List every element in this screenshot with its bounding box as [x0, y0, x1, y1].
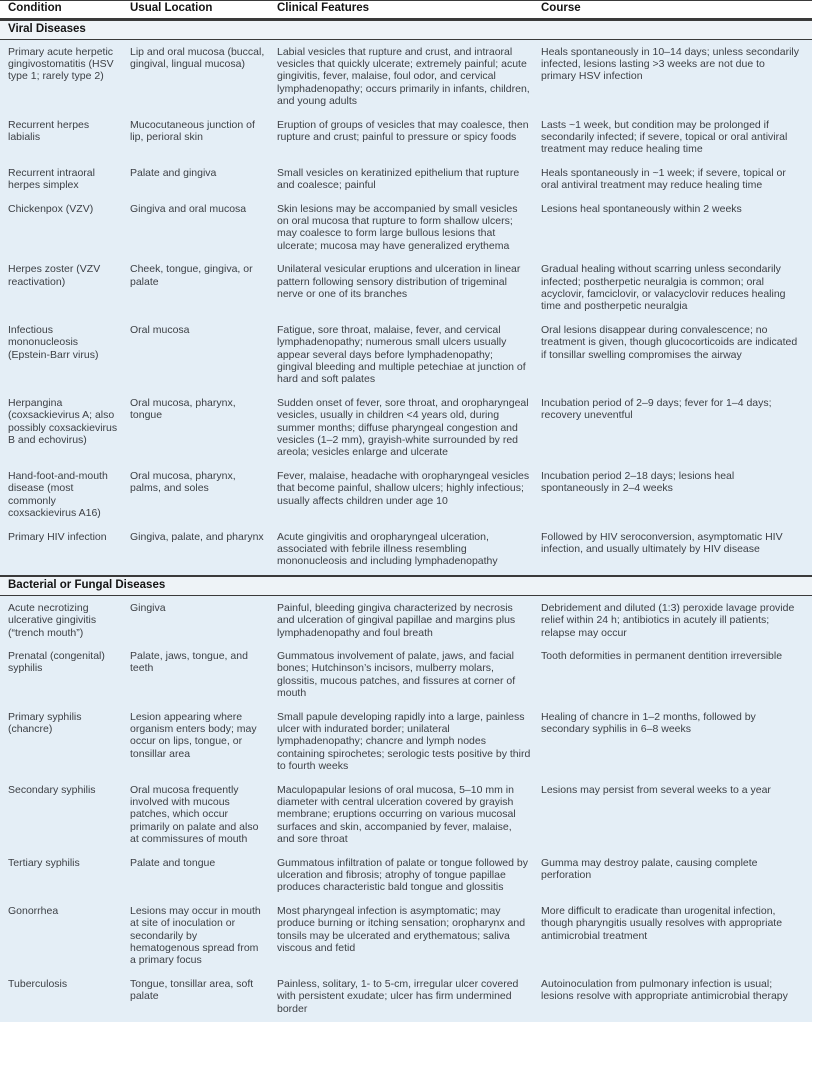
cell-usual-location: Lesions may occur in mouth at site of inoculation or secondarily by hematogenous spread from a primary focus	[130, 904, 261, 967]
cell-usual-location: Oral mucosa	[130, 323, 190, 336]
cell-clinical-features: Gummatous infiltration of palate or tongue followed by ulceration and fibrosis; atrophy of tongue papillae produces characteristic bald tongue and glossitis	[277, 856, 528, 894]
table-row	[8, 470, 812, 520]
table-row	[8, 203, 812, 253]
cell-clinical-features: Most pharyngeal infection is asymptomatic; may produce burning or itching sensation; oropharynx and tonsils may be ulcerated and erythematous; saliva viscous and fetid	[277, 904, 526, 955]
table-row	[8, 397, 812, 459]
table-row	[8, 263, 812, 313]
cell-usual-location: Cheek, tongue, gingiva, or palate	[130, 263, 253, 288]
cell-clinical-features: Painful, bleeding gingiva characterized by necrosis and ulceration of gingival papillae and margins plus lymphadenopathy and foul breath	[277, 601, 516, 639]
cell-clinical-features: Small vesicles on keratinized epithelium that rupture and coalesce; painful	[277, 166, 520, 192]
cell-usual-location: Palate and gingiva	[130, 166, 217, 179]
cell-usual-location: Tongue, tonsillar area, soft palate	[130, 977, 254, 1003]
cell-condition: Secondary syphilis	[8, 783, 96, 796]
table-row	[8, 711, 812, 773]
cell-course: Tooth deformities in permanent dentition irreversible	[541, 649, 783, 662]
table-row	[8, 602, 812, 639]
cell-usual-location: Oral mucosa frequently involved with mucous patches, which occur primarily on palate and also at commissures of mouth	[130, 783, 259, 846]
cell-usual-location: Oral mucosa, pharynx, palms, and soles	[130, 469, 236, 495]
cell-condition: Recurrent intraoral herpes simplex	[8, 166, 95, 192]
cell-course: Autoinoculation from pulmonary infection is usual; lesions resolve with appropriate antimicrobial therapy	[541, 977, 788, 1003]
table-row	[8, 531, 812, 571]
cell-condition: Herpes zoster (VZV reactivation)	[8, 263, 101, 288]
cell-condition: Tertiary syphilis	[8, 856, 80, 869]
table-row	[8, 857, 812, 894]
cell-course: Gumma may destroy palate, causing complete perforation	[541, 856, 758, 882]
cell-condition: Primary syphilis (chancre)	[8, 710, 82, 735]
section-body-viral-diseases	[0, 40, 812, 575]
cell-clinical-features: Acute gingivitis and oropharyngeal ulceration, associated with febrile illness resembling mononucleosis and including lymphadenopathy	[277, 530, 498, 568]
column-header-usual-location: Usual Location	[130, 2, 213, 14]
cell-condition: Chickenpox (VZV)	[8, 202, 94, 215]
cell-clinical-features: Eruption of groups of vesicles that may coalesce, then rupture and crust; painful to pressure or spicy foods	[277, 118, 529, 143]
cell-condition: Infectious mononucleosis (Epstein-Barr virus)	[8, 323, 99, 361]
table-body	[0, 21, 812, 1023]
cell-usual-location: Oral mucosa, pharynx, tongue	[130, 396, 236, 422]
section-header-bacterial-or-fungal-diseases: Bacterial or Fungal Diseases	[0, 575, 812, 596]
cell-usual-location: Lesion appearing where organism enters body; may occur on lips, tongue, or tonsillar area	[130, 710, 257, 760]
cell-clinical-features: Gummatous involvement of palate, jaws, and facial bones; Hutchinson’s incisors, mulberry molars, glossitis, mucous patches, and fissures at corner of mouth	[277, 649, 516, 700]
cell-course: Incubation period of 2–9 days; fever for 1–4 days; recovery uneventful	[541, 396, 772, 422]
cell-clinical-features: Fever, malaise, headache with oropharyngeal vesicles that become painful, shallow ulcers; highly infectious; usually affects children under age 10	[277, 469, 530, 507]
cell-course: Incubation period 2–18 days; lesions heal spontaneously in 2–4 weeks	[541, 469, 735, 495]
section-body-bacterial-or-fungal-diseases	[0, 596, 812, 1022]
cell-course: Lasts ~1 week, but condition may be prolonged if secondarily infected; if severe, topical or oral antiviral treatment may reduce healing time	[541, 118, 788, 156]
cell-clinical-features: Fatigue, sore throat, malaise, fever, and cervical lymphadenopathy; numerous small ulcers usually appear several days before lymphadenopathy; gingival bleeding and multiple petechiae at junction of hard and soft palates	[277, 323, 526, 386]
cell-clinical-features: Painless, solitary, 1- to 5-cm, irregular ulcer covered with persistent exudate; ulcer has firm undermined border	[277, 977, 519, 1015]
cell-usual-location: Lip and oral mucosa (buccal, gingival, lingual mucosa)	[130, 45, 265, 70]
cell-condition: Tuberculosis	[8, 977, 68, 990]
cell-usual-location: Palate and tongue	[130, 856, 216, 869]
table-row	[8, 167, 812, 192]
cell-condition: Prenatal (congenital) syphilis	[8, 649, 105, 675]
cell-clinical-features: Maculopapular lesions of oral mucosa, 5–10 mm in diameter with central ulceration covered by grayish membrane; eruptions occurring on various mucosal surfaces and skin, accompanied by fever, malaise, and sore throat	[277, 783, 516, 846]
table-row	[8, 119, 812, 156]
cell-usual-location: Palate, jaws, tongue, and teeth	[130, 649, 248, 675]
cell-course: Lesions may persist from several weeks to a year	[541, 783, 771, 796]
table-row	[8, 46, 812, 108]
cell-clinical-features: Skin lesions may be accompanied by small vesicles on oral mucosa that rupture to form shallow ulcers; may coalesce to form large bullous lesions that ulcerate; mucosa may have generalized erythema	[277, 202, 518, 252]
cell-condition: Recurrent herpes labialis	[8, 118, 90, 143]
table-row	[8, 650, 812, 700]
column-header-clinical-features: Clinical Features	[277, 2, 370, 14]
column-header-condition: Condition	[8, 2, 62, 14]
cell-clinical-features: Sudden onset of fever, sore throat, and oropharyngeal vesicles, usually in children <4 years old, during summer months; diffuse pharyngeal congestion and vesicles (1–2 mm), grayish-white surrounded by red areola; vesicles enlarge and ulcerate	[277, 396, 529, 459]
cell-condition: Herpangina (coxsackievirus A; also possibly coxsackievirus B and echovirus)	[8, 396, 118, 447]
cell-course: Healing of chancre in 1–2 months, followed by secondary syphilis in 6–8 weeks	[541, 710, 756, 735]
cell-condition: Primary HIV infection	[8, 530, 107, 543]
cell-usual-location: Gingiva and oral mucosa	[130, 202, 247, 215]
cell-course: Gradual healing without scarring unless secondarily infected; postherpetic neuralgia is common; oral acyclovir, famciclovir, or valacyclovir reduces healing time and postherpetic neuralgia	[541, 263, 786, 313]
cell-usual-location: Gingiva, palate, and pharynx	[130, 530, 264, 543]
cell-condition: Acute necrotizing ulcerative gingivitis (“trench mouth”)	[8, 601, 97, 639]
cell-course: Debridement and diluted (1:3) peroxide lavage provide relief within 24 h; antibiotics in acutely ill patients; relapse may occur	[541, 601, 795, 639]
table-row	[8, 784, 812, 846]
cell-usual-location: Gingiva	[130, 601, 166, 614]
section-header-viral-diseases: Viral Diseases	[0, 21, 812, 40]
cell-course: Lesions heal spontaneously within 2 weeks	[541, 202, 742, 215]
table-row	[8, 324, 812, 386]
table-header-row	[0, 1, 812, 18]
table-row	[8, 905, 812, 967]
cell-condition: Primary acute herpetic gingivostomatitis (HSV type 1; rarely type 2)	[8, 45, 114, 83]
cell-course: Oral lesions disappear during convalescence; no treatment is given, though glucocorticoids are indicated if tonsillar swelling compromises the airway	[541, 323, 798, 361]
table-row	[8, 978, 812, 1018]
cell-clinical-features: Labial vesicles that rupture and crust, and intraoral vesicles that quickly ulcerate; extremely painful; acute gingivitis, fever, malaise, foul odor, and cervical lymphadenopathy; occurs primarily in infants, children, and young adults	[277, 45, 530, 108]
cell-course: Followed by HIV seroconversion, asymptomatic HIV infection, and usually ultimately by HIV disease	[541, 530, 783, 555]
cell-course: Heals spontaneously in 10–14 days; unless secondarily infected, lesions lasting >3 weeks are not due to primary HSV infection	[541, 45, 799, 83]
cell-clinical-features: Small papule developing rapidly into a large, painless ulcer with indurated border; unilateral lymphadenopathy; chancre and lymph nodes containing spirochetes; serologic tests positive by third to fourth weeks	[277, 710, 531, 773]
cell-course: More difficult to eradicate than urogenital infection, though pharyngitis usually resolves with appropriate antimicrobial treatment	[541, 904, 783, 942]
column-header-course: Course	[541, 2, 581, 14]
cell-condition: Hand-foot-and-mouth disease (most commonly coxsackievirus A16)	[8, 469, 108, 520]
cell-clinical-features: Unilateral vesicular eruptions and ulceration in linear pattern following sensory distribution of trigeminal nerve or one of its branches	[277, 263, 521, 300]
cell-course: Heals spontaneously in ~1 week; if severe, topical or oral antiviral treatment may reduce healing time	[541, 166, 786, 192]
cell-condition: Gonorrhea	[8, 904, 59, 917]
cell-usual-location: Mucocutaneous junction of lip, perioral skin	[130, 118, 255, 143]
